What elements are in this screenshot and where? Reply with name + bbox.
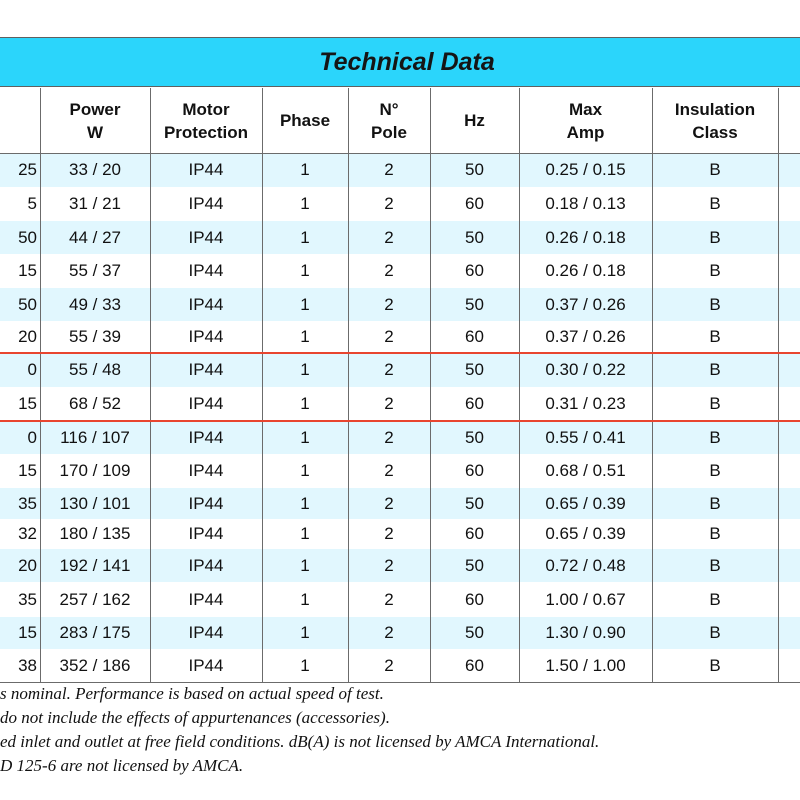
cell-hz: 50 (465, 160, 484, 179)
cell-amp: 0.68 / 0.51 (545, 461, 626, 480)
column-header-line: Motor (182, 99, 230, 119)
cell-power: 170 / 109 (59, 461, 131, 480)
grid-horizontal-line (0, 153, 800, 154)
column-header-amp (519, 88, 652, 153)
grid-vertical-line (519, 88, 520, 682)
column-header-line: Phase (279, 111, 331, 130)
cell-protection: IP44 (188, 461, 224, 480)
cell-power: 352 / 186 (59, 655, 131, 675)
cell-pole: 2 (384, 493, 394, 513)
cell-pole: 2 (384, 160, 394, 179)
cut-off-cell: 15 (18, 261, 37, 280)
footnote-line: D 125-6 are not licensed by AMCA. (0, 756, 244, 775)
cut-off-cell: 35 (18, 493, 37, 513)
column-header-line: Power (69, 99, 121, 119)
cell-amp: 0.31 / 0.23 (545, 394, 626, 413)
cell-power: 68 / 52 (69, 394, 121, 413)
cell-amp: 0.30 / 0.22 (545, 360, 626, 379)
cell-protection: IP44 (188, 194, 224, 213)
cell-insulation: B (709, 427, 721, 447)
cell-hz: 50 (465, 555, 484, 575)
cell-phase: 1 (300, 227, 310, 247)
cell-protection: IP44 (188, 493, 224, 513)
cell-phase: 1 (300, 461, 310, 480)
cell-hz: 60 (465, 327, 484, 346)
cell-hz: 60 (465, 261, 484, 280)
cell-pole: 2 (384, 427, 394, 447)
cell-phase: 1 (300, 555, 310, 575)
cell-power: 33 / 20 (69, 160, 121, 179)
cell-hz: 60 (465, 394, 484, 413)
cell-phase: 1 (300, 623, 310, 642)
cell-insulation: B (709, 623, 721, 642)
cell-pole: 2 (384, 227, 394, 247)
cell-amp: 1.30 / 0.90 (545, 623, 626, 642)
cell-power: 130 / 101 (59, 493, 131, 513)
cell-amp: 0.37 / 0.26 (545, 294, 626, 314)
cell-protection: IP44 (188, 360, 224, 379)
cell-protection: IP44 (188, 327, 224, 346)
cell-pole: 2 (384, 261, 394, 280)
cell-amp: 0.37 / 0.26 (545, 327, 626, 346)
cell-amp: 0.65 / 0.39 (545, 493, 626, 513)
cell-phase: 1 (300, 655, 310, 675)
column-header-line: N° (379, 99, 399, 119)
cut-off-cell: 38 (18, 655, 37, 675)
column-header-pole (348, 88, 430, 153)
cell-protection: IP44 (188, 655, 224, 675)
cell-hz: 60 (465, 589, 484, 609)
cell-pole: 2 (384, 294, 394, 314)
column-header-line: Protection (163, 122, 249, 142)
column-header-phase (262, 88, 348, 153)
footnote-line: s nominal. Performance is based on actual speed of test. (0, 684, 384, 703)
cell-protection: IP44 (188, 555, 224, 575)
cell-phase: 1 (300, 394, 310, 413)
cut-off-cell: 32 (18, 524, 37, 543)
column-header-protection (150, 88, 262, 153)
column-header-hz (430, 88, 519, 153)
cell-amp: 1.50 / 1.00 (545, 655, 626, 675)
cell-power: 180 / 135 (59, 524, 131, 543)
cell-phase: 1 (300, 493, 310, 513)
column-header-line: Amp (566, 122, 605, 142)
cell-pole: 2 (384, 555, 394, 575)
cell-pole: 2 (384, 461, 394, 480)
column-header-power (40, 88, 150, 153)
cell-phase: 1 (300, 524, 310, 543)
cut-off-cell: 50 (18, 294, 37, 314)
cell-pole: 2 (384, 589, 394, 609)
cell-hz: 50 (465, 294, 484, 314)
cell-insulation: B (709, 394, 721, 413)
cut-off-cell: 15 (18, 461, 37, 480)
cell-hz: 60 (465, 461, 484, 480)
cell-amp: 0.55 / 0.41 (545, 427, 626, 447)
column-header-insulation (652, 88, 778, 153)
cell-insulation: B (709, 194, 721, 213)
cell-amp: 0.72 / 0.48 (545, 555, 626, 575)
cell-power: 49 / 33 (69, 294, 121, 314)
cell-hz: 60 (465, 524, 484, 543)
cell-insulation: B (709, 227, 721, 247)
grid-vertical-line (40, 88, 41, 682)
cell-phase: 1 (300, 194, 310, 213)
column-header-line: W (86, 122, 104, 142)
cell-pole: 2 (384, 623, 394, 642)
footnotes (0, 682, 800, 778)
cell-pole: 2 (384, 194, 394, 213)
cell-insulation: B (709, 555, 721, 575)
cell-insulation: B (709, 294, 721, 314)
cell-power: 31 / 21 (69, 194, 121, 213)
cut-off-cell: 0 (27, 427, 37, 447)
cell-protection: IP44 (188, 623, 224, 642)
cut-off-cell: 35 (18, 589, 37, 609)
column-header-line: Insulation (674, 99, 756, 119)
cut-off-cell: 15 (18, 623, 37, 642)
cell-insulation: B (709, 327, 721, 346)
table-title: Technical Data (319, 47, 495, 76)
cell-phase: 1 (300, 589, 310, 609)
cell-hz: 50 (465, 360, 484, 379)
column-header-line: Class (692, 122, 738, 142)
cut-off-cell: 20 (18, 327, 37, 346)
cell-power: 116 / 107 (60, 427, 130, 447)
cell-hz: 60 (465, 194, 484, 213)
cell-amp: 1.00 / 0.67 (545, 589, 626, 609)
cell-insulation: B (709, 160, 721, 179)
cell-insulation: B (709, 589, 721, 609)
cell-power: 55 / 37 (69, 261, 121, 280)
cell-protection: IP44 (188, 227, 224, 247)
cell-pole: 2 (384, 524, 394, 543)
cell-hz: 50 (465, 493, 484, 513)
cell-insulation: B (709, 461, 721, 480)
cell-protection: IP44 (188, 394, 224, 413)
cut-off-cell: 50 (18, 227, 37, 247)
cell-power: 283 / 175 (59, 623, 131, 642)
cell-phase: 1 (300, 360, 310, 379)
cell-power: 55 / 39 (69, 327, 121, 346)
cell-phase: 1 (300, 427, 310, 447)
cut-off-cell: 25 (18, 160, 37, 179)
cell-amp: 0.18 / 0.13 (545, 194, 626, 213)
cell-phase: 1 (300, 327, 310, 346)
grid-vertical-line (430, 88, 431, 682)
cell-amp: 0.26 / 0.18 (545, 227, 626, 247)
cell-phase: 1 (300, 160, 310, 179)
cell-amp: 0.25 / 0.15 (545, 160, 626, 179)
grid-vertical-line (652, 88, 653, 682)
cell-insulation: B (709, 524, 721, 543)
column-header-line: Pole (371, 122, 407, 142)
cell-hz: 50 (465, 227, 484, 247)
cell-protection: IP44 (188, 524, 224, 543)
cut-off-cell: 20 (18, 555, 37, 575)
cell-power: 257 / 162 (59, 589, 131, 609)
cell-power: 55 / 48 (69, 360, 121, 379)
cell-hz: 50 (465, 427, 484, 447)
cell-insulation: B (709, 493, 721, 513)
grid-vertical-line (778, 88, 779, 682)
cell-protection: IP44 (188, 160, 224, 179)
cell-phase: 1 (300, 261, 310, 280)
cut-off-cell: 0 (27, 360, 37, 379)
grid-vertical-line (150, 88, 151, 682)
cell-power: 192 / 141 (59, 555, 131, 575)
cell-pole: 2 (384, 655, 394, 675)
cell-power: 44 / 27 (69, 227, 121, 247)
footnote-line: ed inlet and outlet at free field conditions. dB(A) is not licensed by AMCA International. (0, 732, 600, 751)
cell-protection: IP44 (188, 294, 224, 314)
cell-protection: IP44 (188, 261, 224, 280)
cell-insulation: B (709, 655, 721, 675)
column-header-line: Max (568, 99, 603, 119)
cell-insulation: B (709, 261, 721, 280)
group-separator (0, 420, 800, 422)
cell-amp: 0.65 / 0.39 (545, 524, 626, 543)
cell-protection: IP44 (188, 589, 224, 609)
cell-insulation: B (709, 360, 721, 379)
grid-vertical-line (348, 88, 349, 682)
cell-pole: 2 (384, 360, 394, 379)
cell-pole: 2 (384, 327, 394, 346)
cell-hz: 60 (465, 655, 484, 675)
column-header-line: Hz (464, 111, 485, 130)
grid-vertical-line (262, 88, 263, 682)
cell-amp: 0.26 / 0.18 (545, 261, 626, 280)
cell-pole: 2 (384, 394, 394, 413)
cell-hz: 50 (465, 623, 484, 642)
cut-off-cell: 5 (27, 194, 37, 213)
cell-phase: 1 (300, 294, 310, 314)
cut-off-cell: 15 (18, 394, 37, 413)
group-separator (0, 352, 800, 354)
cell-protection: IP44 (188, 427, 224, 447)
footnote-line: do not include the effects of appurtenances (accessories). (0, 708, 390, 727)
